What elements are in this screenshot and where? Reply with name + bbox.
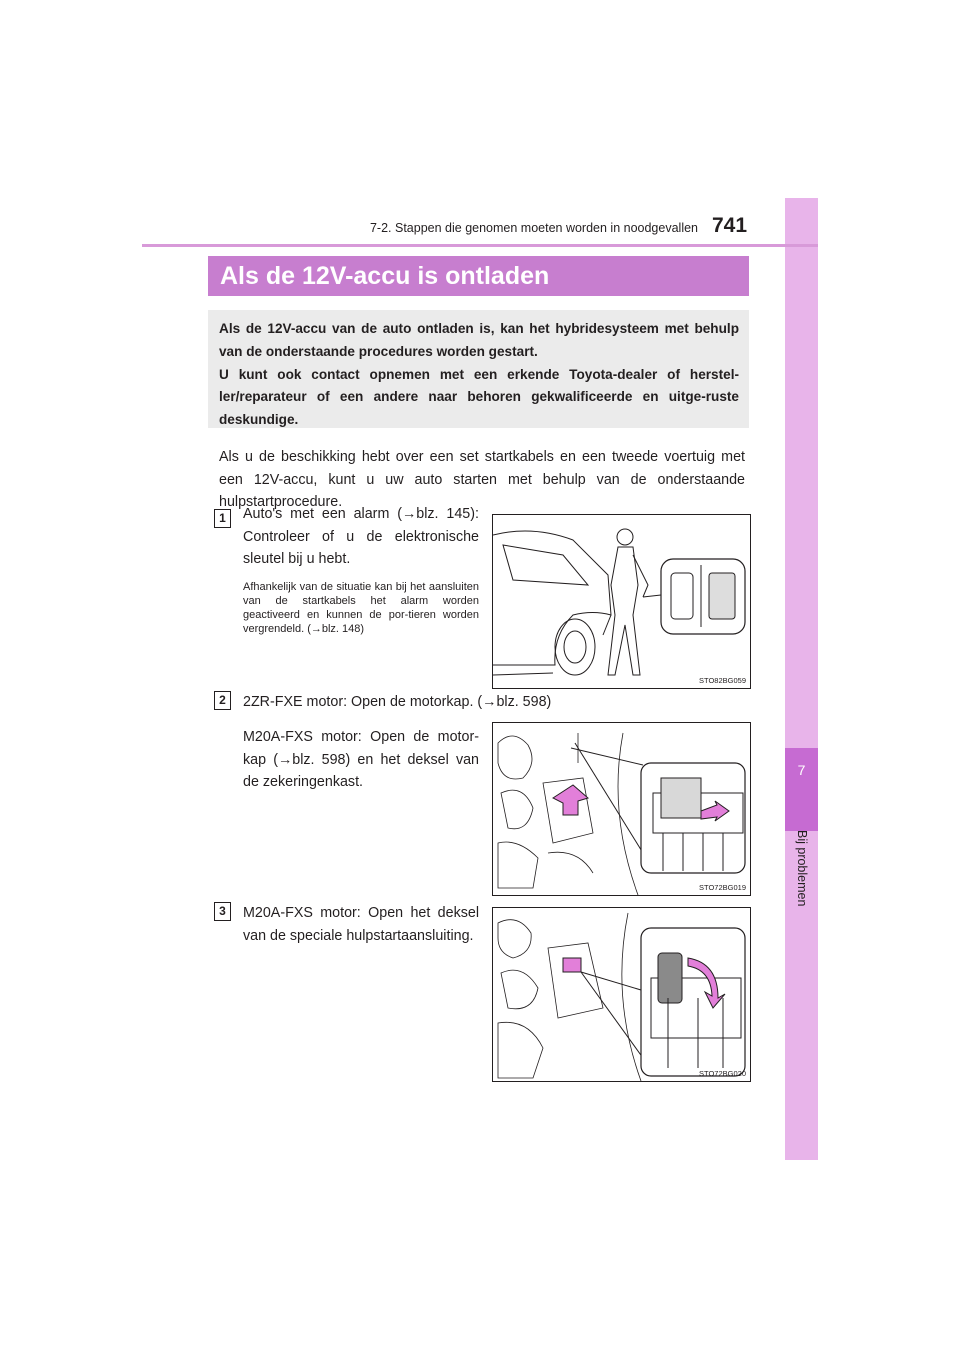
step-1-number: 1: [214, 509, 231, 528]
intro-line-2: U kunt ook contact opnemen met een erkende Toyota-dealer of herstel-ler/reparateur of een andere naar behoren gekwalificeerde en uitge-ruste deskundige.: [219, 366, 739, 428]
fuse-box-illustration: [493, 723, 750, 895]
intro-line-1: Als de 12V-accu van de auto ontladen is, kan het hybridesysteem met behulp van de onderstaande procedures worden gestart.: [219, 321, 739, 359]
figure-smart-key: [492, 514, 751, 689]
chapter-number: 7: [797, 762, 806, 778]
figure-code: STO72BG019: [699, 883, 746, 892]
figure-code: STO72BG020: [699, 1069, 746, 1078]
header-rule: [142, 244, 818, 247]
step-1-text-block: [243, 503, 479, 636]
running-header: 7-2. Stappen die genomen moeten worden in noodgevallen: [369, 221, 698, 235]
section-heading: Als de 12V-accu is ontladen: [208, 256, 749, 296]
page-number: 741: [712, 214, 748, 237]
side-chapter-marker[interactable]: [785, 748, 818, 831]
step-2-text-b: M20A-FXS motor: Open de motor-kap (→blz. 598) en het deksel van de zekeringenkast.: [243, 729, 479, 790]
step-1-text: Auto's met een alarm (→blz. 145): Controleer of u de elektronische sleutel bij u hebt.: [243, 506, 479, 567]
side-tab: [785, 198, 818, 1160]
figure-code: STO82BG059: [699, 676, 746, 685]
step-2-number: 2: [214, 691, 231, 710]
chapter-title: Bij problemen: [795, 830, 809, 907]
smart-key-illustration: [493, 515, 750, 688]
step-3-text: M20A-FXS motor: Open het deksel van de speciale hulpstartaansluiting.: [243, 905, 479, 944]
figure-fuse-box: [492, 722, 751, 896]
step-3-number: 3: [214, 902, 231, 921]
body-paragraph: Als u de beschikking hebt over een set startkabels en een tweede voertuig met een 12V-accu, kunt u uw auto starten met behulp van de onderstaande hulpstartprocedure.: [219, 449, 745, 510]
step-1-note: Afhankelijk van de situatie kan bij het aansluiten van de startkabels het alarm worden geactiveerd en kunnen de por-tieren worden vergrendeld. (→blz. 148): [243, 580, 479, 635]
jump-start-terminal-illustration: [493, 908, 750, 1081]
figure-jump-start-terminal: [492, 907, 751, 1082]
step-2-text: 2ZR-FXE motor: Open de motorkap. (→blz. 598): [243, 694, 552, 710]
intro-box: [208, 310, 749, 428]
